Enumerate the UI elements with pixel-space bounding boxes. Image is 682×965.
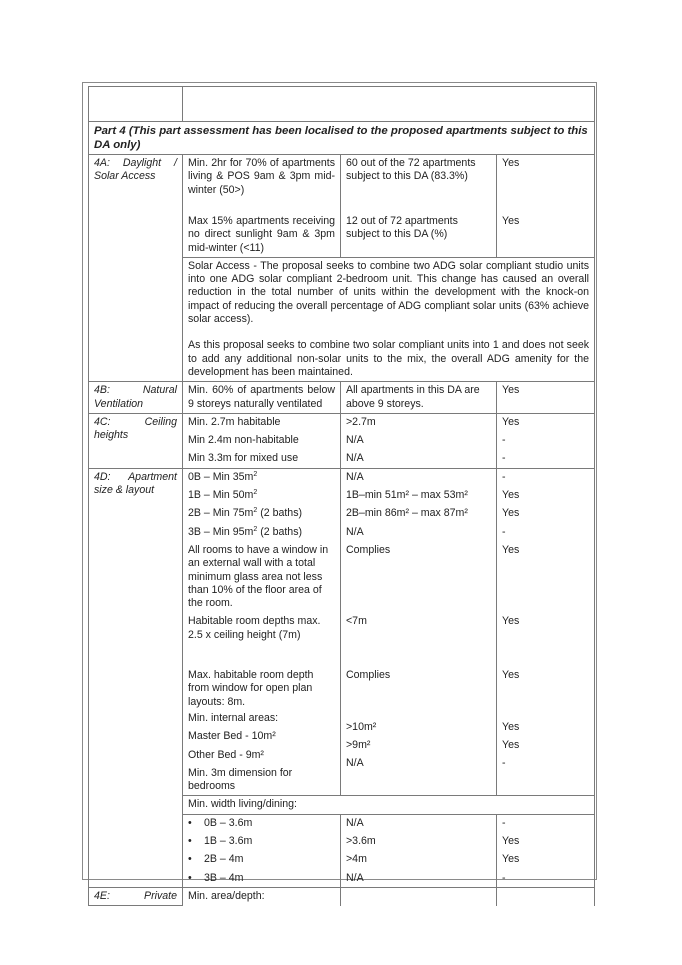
bullet-item: • 3B – 4m (188, 871, 244, 884)
bullet-item: • 1B – 3.6m (188, 834, 253, 847)
criteria-line: 1B – Min $50m^2$ (188, 489, 258, 502)
complies-cell: Yes (497, 382, 595, 414)
table-row (89, 413, 595, 468)
living-dining-heading: Min. width living/dining: (183, 796, 595, 814)
empty-cell (89, 87, 183, 122)
complies-cell (497, 413, 595, 468)
proposal-cell (341, 468, 497, 796)
criteria-cell: Min. area/depth: (183, 887, 341, 905)
complies-line: Yes (502, 834, 520, 847)
complies-line: Yes (502, 615, 520, 628)
compliance-table (88, 86, 595, 906)
table-row (89, 468, 595, 796)
complies-line: - (502, 525, 506, 538)
complies-line: Yes (502, 543, 520, 556)
proposal-line: >9m² (346, 739, 371, 752)
criteria-line: Min. 3m dimension for bedrooms (188, 766, 293, 793)
empty-cell (183, 87, 595, 122)
proposal-line: >10m² (346, 720, 377, 733)
proposal-line: 2B–min 86m² – max 87m² (346, 507, 468, 520)
criteria-cell (183, 413, 341, 468)
proposal-line: N/A (346, 757, 364, 770)
criteria-cell (183, 468, 341, 796)
proposal-line: >3.6m (346, 834, 376, 847)
criteria-line: All rooms to have a window in an external wall with a total minimum glass area not less than 10% of the floor area of the room. (188, 543, 329, 610)
proposal-line: N/A (346, 871, 364, 884)
criteria-line: Min. 2.7m habitable (188, 415, 281, 428)
criteria-line: Max. habitable room depth from window for open plan layouts: 8m. (188, 669, 314, 708)
complies-line: Yes (502, 668, 520, 681)
complies-line: Yes (502, 507, 520, 520)
section-label-line: 4A: Daylight / (94, 157, 177, 169)
complies-cell (497, 468, 595, 796)
proposal-line: >2.7m (346, 415, 376, 428)
section-label-line: Solar Access (94, 170, 156, 183)
complies-line: - (502, 434, 506, 447)
bullet-item: • 2B – 4m (188, 853, 244, 866)
section-label-4c: 4C: Ceiling heights (89, 413, 183, 468)
bullet-item: • 0B – 3.6m (188, 816, 253, 829)
complies-line: Yes (502, 720, 520, 733)
section-label-4e: 4E: Private (89, 887, 183, 905)
complies-cell (497, 887, 595, 905)
proposal-cell (341, 413, 497, 468)
criteria-line: 0B – Min $35m^2$ (188, 470, 258, 483)
complies-cell: Yes (497, 155, 595, 214)
part-heading-row (89, 122, 595, 155)
complies-cell: Yes (497, 213, 595, 257)
complies-line: Yes (502, 853, 520, 866)
table-row (89, 887, 595, 905)
proposal-cell: All apartments in this DA are above 9 storeys. (341, 382, 497, 414)
proposal-cell: 60 out of the 72 apartments subject to this DA (83.3%) (341, 155, 497, 214)
section-label-4d: 4D: Apartment size & layout (89, 468, 183, 887)
criteria-line: 3B – Min $95m^2$ (2 baths) (188, 525, 303, 538)
complies-line: Yes (502, 415, 520, 428)
note-paragraph: As this proposal seeks to combine two solar compliant units into 1 and does not seek to add any additional non-solar units to the mix, the overall ADG amenity for the development has been maintained. (188, 339, 590, 378)
criteria-line: 2B – Min $75m^2$ (2 baths) (188, 507, 303, 520)
criteria-cell: Min. 2hr for 70% of apartments living & POS 9am & 3pm mid-winter (50>) (183, 155, 341, 214)
proposal-line: <7m (346, 615, 367, 628)
solar-access-note (183, 257, 595, 381)
section-label-4a (89, 155, 183, 382)
criteria-line: Min 3.3m for mixed use (188, 452, 299, 465)
criteria-line: Min. internal areas: (188, 711, 279, 724)
criteria-cell: Max 15% apartments receiving no direct sunlight 9am & 3pm mid-winter (<11) (183, 213, 341, 257)
complies-line: - (502, 452, 506, 465)
criteria-line: Min 2.4m non-habitable (188, 434, 299, 447)
criteria-line: Habitable room depths max. 2.5 x ceiling height (7m) (188, 615, 321, 641)
empty-row (89, 87, 595, 122)
criteria-cell: Min. 60% of apartments below 9 storeys naturally ventilated (183, 382, 341, 414)
proposal-line: N/A (346, 470, 364, 483)
section-label-4b: 4B: Natural Ventilation (89, 382, 183, 414)
proposal-cell (341, 814, 497, 887)
proposal-line: N/A (346, 452, 364, 465)
proposal-line: N/A (346, 434, 364, 447)
proposal-line: N/A (346, 816, 364, 829)
proposal-line: Complies (346, 543, 391, 556)
complies-line: - (502, 757, 506, 770)
complies-line: - (502, 871, 506, 884)
complies-cell (497, 814, 595, 887)
criteria-line: Other Bed - 9m² (188, 748, 264, 761)
criteria-cell (183, 814, 341, 887)
note-paragraph: Solar Access - The proposal seeks to combine two ADG solar compliant studio units into one ADG solar compliant 2-bedroom unit. This change has caused an overall reduction in the total number of units within the development with the knock-on impact of reducing the overall percentage of ADG compliant solar units (63% achieve solar access). (188, 259, 590, 326)
complies-line: - (502, 816, 506, 829)
criteria-line: Master Bed - 10m² (188, 730, 276, 743)
part-heading: Part 4 (This part assessment has been localised to the proposed apartments subject to this DA only) (89, 122, 595, 155)
proposal-line: N/A (346, 525, 364, 538)
proposal-cell: 12 out of 72 apartments subject to this DA (%) (341, 213, 497, 257)
proposal-line: 1B–min 51m² – max 53m² (346, 489, 468, 502)
complies-line: - (502, 470, 506, 483)
table-row (89, 382, 595, 414)
complies-line: Yes (502, 489, 520, 502)
complies-line: Yes (502, 739, 520, 752)
proposal-line: Complies (346, 668, 391, 681)
table-row (89, 155, 595, 214)
proposal-line: >4m (346, 853, 367, 866)
proposal-cell (341, 887, 497, 905)
